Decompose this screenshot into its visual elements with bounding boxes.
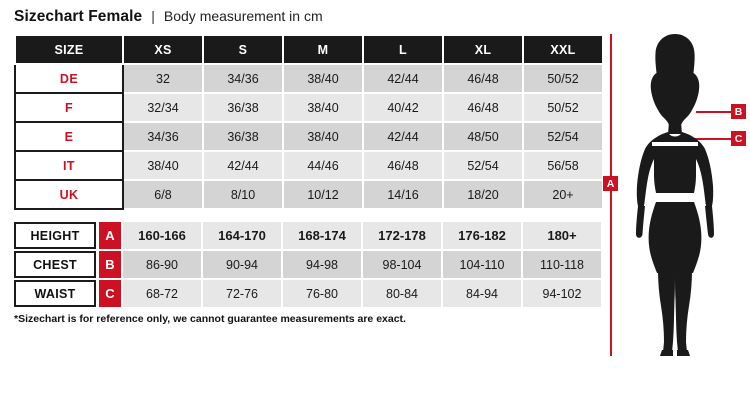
cell-uk-s: 8/10 — [203, 180, 283, 209]
column-header-size: SIZE — [15, 35, 123, 64]
cell-waist-xxl: 94-102 — [522, 279, 602, 308]
cell-it-l: 46/48 — [363, 151, 443, 180]
cell-waist-l: 80-84 — [362, 279, 442, 308]
marker-a: A — [603, 176, 618, 191]
cell-chest-s: 90-94 — [202, 250, 282, 279]
cell-de-xs: 32 — [123, 64, 203, 93]
page-header — [14, 8, 323, 26]
marker-b: B — [731, 104, 746, 119]
measurement-row-chest — [14, 250, 602, 279]
marker-c: C — [731, 131, 746, 146]
cell-waist-m: 76-80 — [282, 279, 362, 308]
measurement-key-c: C — [99, 280, 121, 307]
table-row — [15, 64, 603, 93]
row-label-it: IT — [15, 151, 123, 180]
measurement-name-chest: CHEST — [14, 251, 96, 278]
cell-de-l: 42/44 — [363, 64, 443, 93]
cell-chest-xl: 104-110 — [442, 250, 522, 279]
cell-f-xs: 32/34 — [123, 93, 203, 122]
measurement-table — [14, 220, 603, 309]
cell-e-xxl: 52/54 — [523, 122, 603, 151]
cell-de-xl: 46/48 — [443, 64, 523, 93]
measurement-key-b: B — [99, 251, 121, 278]
footnote-text: *Sizechart is for reference only, we cannot guarantee measurements are exact. — [14, 313, 406, 325]
cell-it-xs: 38/40 — [123, 151, 203, 180]
measurement-name-waist: WAIST — [14, 280, 96, 307]
cell-it-s: 42/44 — [203, 151, 283, 180]
size-chart-table — [14, 34, 604, 210]
cell-uk-xxl: 20+ — [523, 180, 603, 209]
cell-height-m: 168-174 — [282, 221, 362, 250]
cell-it-m: 44/46 — [283, 151, 363, 180]
cell-chest-xs: 86-90 — [122, 250, 202, 279]
measurement-key-a: A — [99, 222, 121, 249]
cell-chest-m: 94-98 — [282, 250, 362, 279]
measurement-label-waist — [14, 279, 122, 308]
cell-chest-l: 98-104 — [362, 250, 442, 279]
cell-waist-xs: 68-72 — [122, 279, 202, 308]
column-header-m: M — [283, 35, 363, 64]
row-label-uk: UK — [15, 180, 123, 209]
cell-height-xs: 160-166 — [122, 221, 202, 250]
column-header-xxl: XXL — [523, 35, 603, 64]
cell-e-xl: 48/50 — [443, 122, 523, 151]
cell-de-m: 38/40 — [283, 64, 363, 93]
column-header-xs: XS — [123, 35, 203, 64]
cell-uk-xl: 18/20 — [443, 180, 523, 209]
cell-waist-xl: 84-94 — [442, 279, 522, 308]
cell-de-s: 34/36 — [203, 64, 283, 93]
height-measure-line — [610, 34, 612, 356]
measurement-name-height: HEIGHT — [14, 222, 96, 249]
table-row — [15, 122, 603, 151]
column-header-xl: XL — [443, 35, 523, 64]
cell-height-xxl: 180+ — [522, 221, 602, 250]
cell-it-xl: 52/54 — [443, 151, 523, 180]
table-row — [15, 151, 603, 180]
page-title: Sizechart Female — [14, 8, 143, 25]
row-label-e: E — [15, 122, 123, 151]
row-label-f: F — [15, 93, 123, 122]
cell-uk-l: 14/16 — [363, 180, 443, 209]
cell-e-xs: 34/36 — [123, 122, 203, 151]
cell-uk-m: 10/12 — [283, 180, 363, 209]
female-silhouette-icon — [622, 30, 728, 360]
cell-f-s: 36/38 — [203, 93, 283, 122]
figure-panel — [600, 30, 750, 360]
row-label-de: DE — [15, 64, 123, 93]
measurement-row-height — [14, 221, 602, 250]
cell-it-xxl: 56/58 — [523, 151, 603, 180]
cell-height-l: 172-178 — [362, 221, 442, 250]
table-row — [15, 93, 603, 122]
table-header-row — [15, 35, 603, 64]
cell-waist-s: 72-76 — [202, 279, 282, 308]
measurement-label-chest — [14, 250, 122, 279]
cell-f-xxl: 50/52 — [523, 93, 603, 122]
cell-chest-xxl: 110-118 — [522, 250, 602, 279]
cell-height-xl: 176-182 — [442, 221, 522, 250]
cell-f-m: 38/40 — [283, 93, 363, 122]
measurement-row-waist — [14, 279, 602, 308]
cell-e-m: 38/40 — [283, 122, 363, 151]
cell-f-l: 40/42 — [363, 93, 443, 122]
measurement-label-height — [14, 221, 122, 250]
cell-de-xxl: 50/52 — [523, 64, 603, 93]
cell-f-xl: 46/48 — [443, 93, 523, 122]
column-header-l: L — [363, 35, 443, 64]
cell-uk-xs: 6/8 — [123, 180, 203, 209]
table-row — [15, 180, 603, 209]
page-subtitle: Body measurement in cm — [163, 8, 323, 24]
header-separator: | — [151, 8, 155, 24]
column-header-s: S — [203, 35, 283, 64]
cell-e-l: 42/44 — [363, 122, 443, 151]
cell-height-s: 164-170 — [202, 221, 282, 250]
cell-e-s: 36/38 — [203, 122, 283, 151]
